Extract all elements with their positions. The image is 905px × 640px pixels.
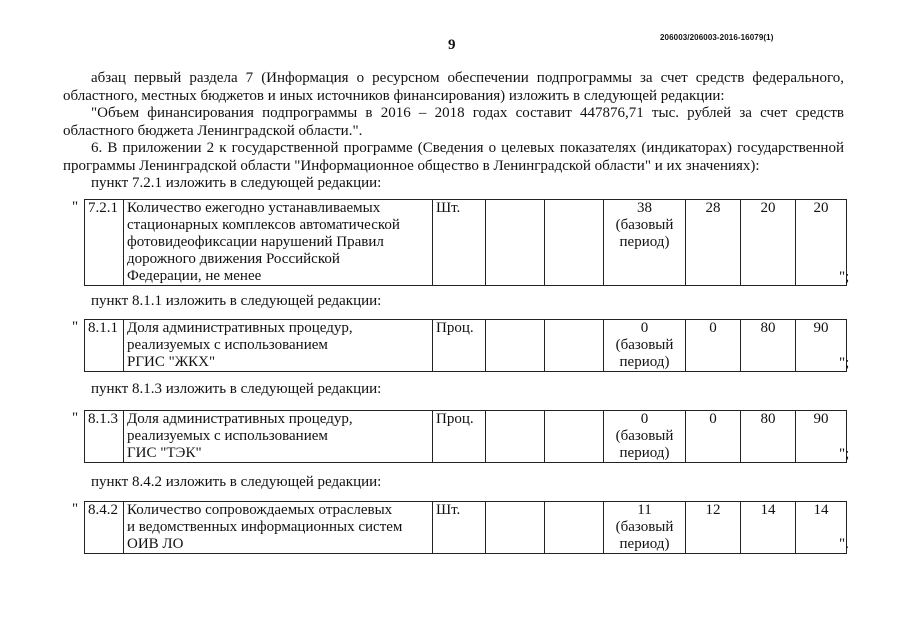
paragraph-line: пункт 8.1.3 изложить в следующей редакции: xyxy=(91,381,382,397)
base-value: 0 xyxy=(640,320,649,336)
indicator-description xyxy=(124,320,433,372)
paragraph-line: областного, местных бюджетов и иных источников финансирования) изложить в следующей редакции: xyxy=(63,88,725,104)
value-2017: 80 xyxy=(741,411,796,463)
indicator-table xyxy=(84,501,847,554)
description-line: РГИС "ЖКХ" xyxy=(127,354,216,370)
base-label: (базовый xyxy=(615,519,674,535)
base-label: (базовый xyxy=(615,217,674,233)
value-2018: 14 xyxy=(796,502,847,554)
paragraph-line: программы Ленинградской области "Информационное общество в Ленинградской области" и их значениях): xyxy=(63,158,760,174)
paragraph-line: пункт 8.1.1 изложить в следующей редакции: xyxy=(91,293,382,309)
value-2016: 0 xyxy=(686,411,741,463)
base-value-cell xyxy=(604,411,686,463)
base-label: период) xyxy=(619,445,670,461)
description-line: Доля административных процедур, xyxy=(127,411,353,427)
empty-cell xyxy=(545,411,604,463)
open-quote: " xyxy=(72,319,79,335)
unit-cell: Проц. xyxy=(433,320,486,372)
empty-cell xyxy=(545,200,604,286)
description-line: реализуемых с использованием xyxy=(127,337,328,353)
description-line: реализуемых с использованием xyxy=(127,428,328,444)
value-2017: 14 xyxy=(741,502,796,554)
empty-cell xyxy=(486,200,545,286)
description-line: Количество ежегодно устанавливаемых xyxy=(127,200,381,216)
unit-cell: Шт. xyxy=(433,200,486,286)
value-2016: 12 xyxy=(686,502,741,554)
value-2016: 28 xyxy=(686,200,741,286)
description-line: и ведомственных информационных систем xyxy=(127,519,403,535)
description-line: Федерации, не менее xyxy=(127,268,262,284)
paragraph-line: "Объем финансирования подпрограммы в 2016 – 2018 годах составит 447876,71 тыс. рублей за счет средств xyxy=(91,105,844,121)
empty-cell xyxy=(486,411,545,463)
base-label: период) xyxy=(619,354,670,370)
indicator-table xyxy=(84,410,850,463)
paragraph-line: пункт 7.2.1 изложить в следующей редакции: xyxy=(91,175,382,191)
document-id: 206003/206003-2016-16079(1) xyxy=(660,33,774,42)
close-quote: "; xyxy=(839,355,850,371)
description-line: ГИС "ТЭК" xyxy=(127,445,202,461)
value-2017: 20 xyxy=(741,200,796,286)
indicator-table xyxy=(84,319,850,372)
indicator-description xyxy=(124,200,433,286)
close-quote: ". xyxy=(839,536,849,552)
value-2018: 20 xyxy=(796,200,847,286)
open-quote: " xyxy=(72,199,79,215)
paragraph-line: 6. В приложении 2 к государственной программе (Сведения о целевых показателях (индикаторах) государственной xyxy=(91,140,844,156)
unit-cell: Шт. xyxy=(433,502,486,554)
description-line: стационарных комплексов автоматической xyxy=(127,217,400,233)
value-2018: 90 xyxy=(796,320,847,372)
base-value: 0 xyxy=(640,411,649,427)
base-label: (базовый xyxy=(615,337,674,353)
description-line: дорожного движения Российской xyxy=(127,251,340,267)
empty-cell xyxy=(545,502,604,554)
paragraph-line: пункт 8.4.2 изложить в следующей редакции: xyxy=(91,474,382,490)
description-line: Доля административных процедур, xyxy=(127,320,353,336)
indicator-table xyxy=(84,199,850,286)
empty-cell xyxy=(545,320,604,372)
base-value-cell xyxy=(604,502,686,554)
empty-cell xyxy=(486,320,545,372)
close-quote: "; xyxy=(839,269,850,285)
value-2017: 80 xyxy=(741,320,796,372)
base-label: (базовый xyxy=(615,428,674,444)
open-quote: " xyxy=(72,501,79,517)
base-label: период) xyxy=(619,234,670,250)
indicator-description xyxy=(124,502,433,554)
indicator-description xyxy=(124,411,433,463)
open-quote: " xyxy=(72,410,79,426)
description-line: Количество сопровождаемых отраслевых xyxy=(127,502,393,518)
table-row xyxy=(85,320,847,372)
base-label: период) xyxy=(619,536,670,552)
description-line: фотовидеофиксации нарушений Правил xyxy=(127,234,384,250)
table-row xyxy=(85,200,847,286)
value-2018: 90 xyxy=(796,411,847,463)
empty-cell xyxy=(486,502,545,554)
indicator-code: 8.1.3 xyxy=(85,411,124,463)
value-2016: 0 xyxy=(686,320,741,372)
table-row xyxy=(85,411,847,463)
base-value-cell xyxy=(604,320,686,372)
indicator-code: 7.2.1 xyxy=(85,200,124,286)
indicator-code: 8.4.2 xyxy=(85,502,124,554)
paragraph-line: областного бюджета Ленинградской области.". xyxy=(63,123,363,139)
base-value: 11 xyxy=(637,502,652,518)
description-line: ОИВ ЛО xyxy=(127,536,184,552)
indicator-code: 8.1.1 xyxy=(85,320,124,372)
table-row xyxy=(85,502,847,554)
page-number: 9 xyxy=(448,37,456,53)
base-value-cell xyxy=(604,200,686,286)
unit-cell: Проц. xyxy=(433,411,486,463)
paragraph-line: абзац первый раздела 7 (Информация о ресурсном обеспечении подпрограммы за счет средств федерального, xyxy=(91,70,844,86)
close-quote: "; xyxy=(839,446,850,462)
base-value: 38 xyxy=(637,200,652,216)
